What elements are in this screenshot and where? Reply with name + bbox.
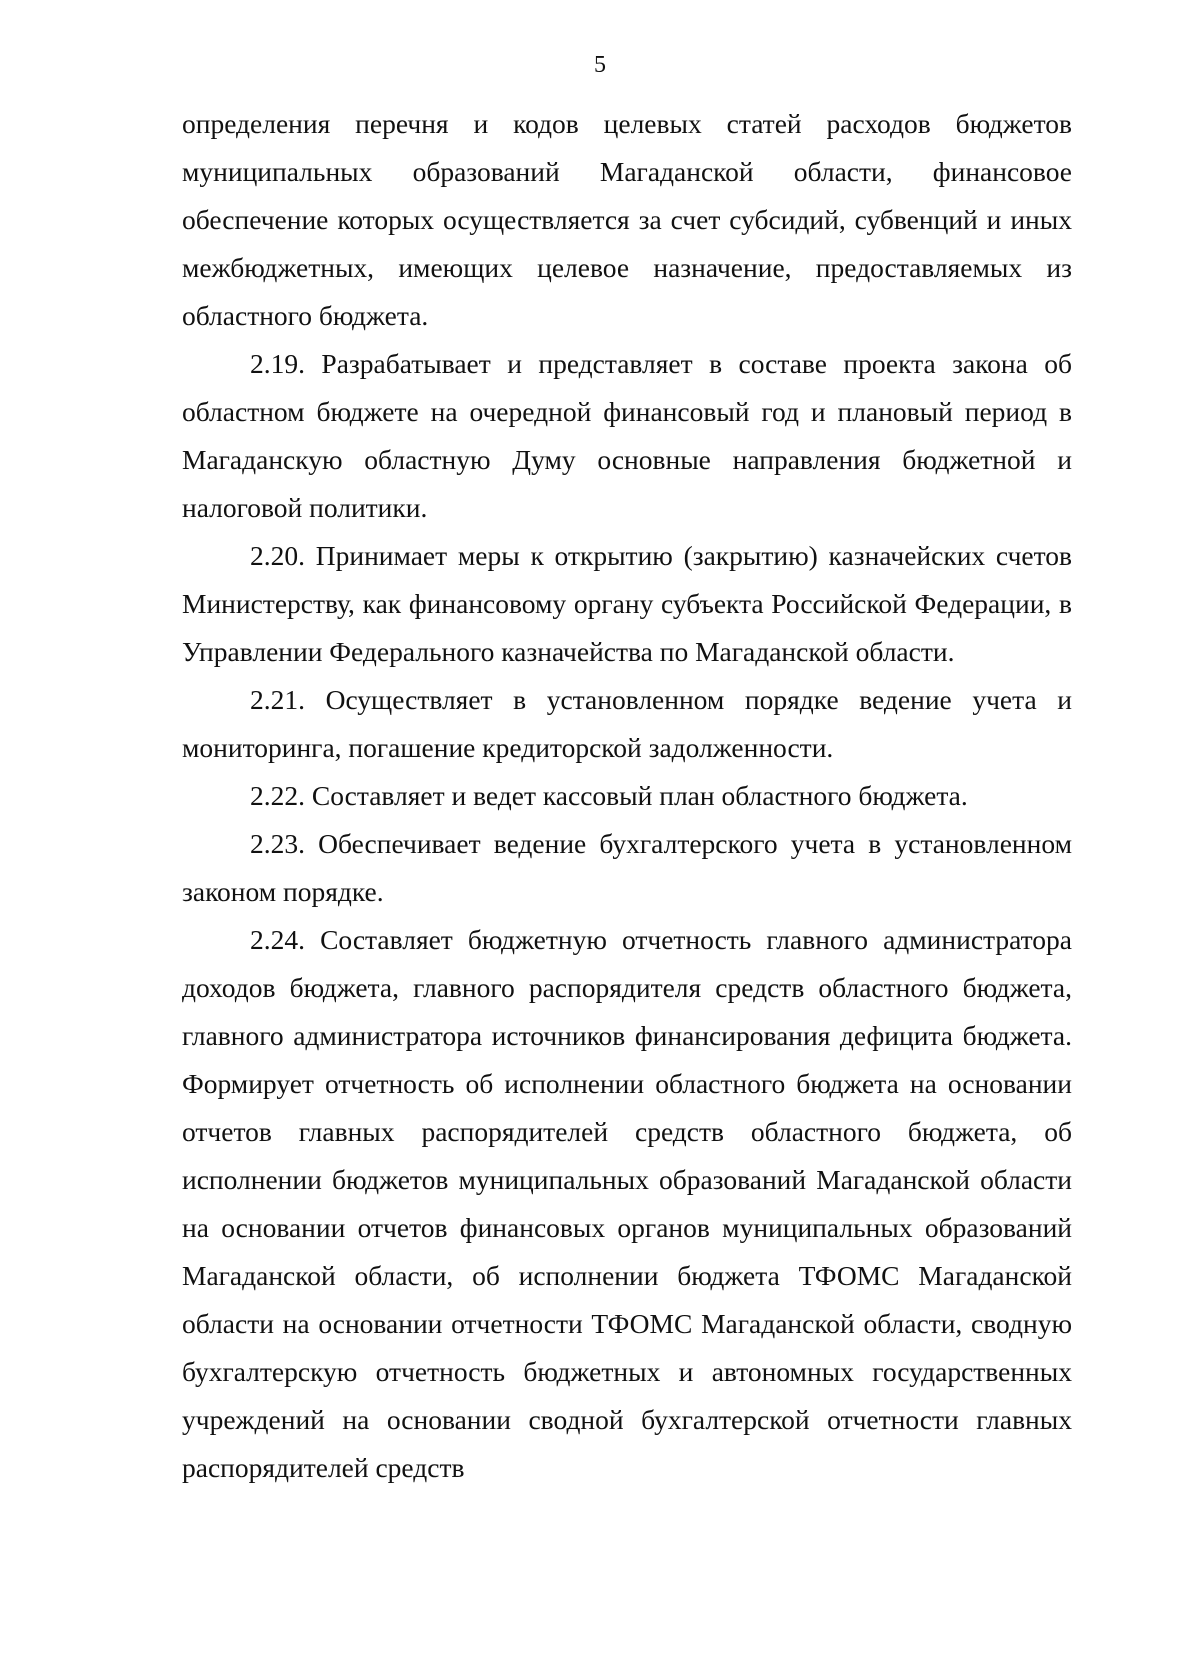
paragraph-continuation: определения перечня и кодов целевых статей расходов бюджетов муниципальных образований Магаданской области, финансовое обеспечение которых осуществляется за счет субсидий, субвенций и иных межбюджетных, имеющих целевое назначение, предоставляемых из областного бюджета. xyxy=(182,108,1072,331)
paragraph-2-19: 2.19. Разрабатывает и представляет в составе проекта закона об областном бюджете на очередной финансовый год и плановый период в Магаданскую областную Думу основные направления бюджетной и налоговой политики. xyxy=(182,348,1072,523)
paragraph-2-20: 2.20. Принимает меры к открытию (закрытию) казначейских счетов Министерству, как финансовому органу субъекта Российской Федерации, в Управлении Федерального казначейства по Магаданской области. xyxy=(182,540,1072,667)
document-body xyxy=(182,100,1072,1492)
paragraph-2-23: 2.23. Обеспечивает ведение бухгалтерского учета в установленном законом порядке. xyxy=(182,828,1072,907)
paragraph-2-21: 2.21. Осуществляет в установленном порядке ведение учета и мониторинга, погашение кредиторской задолженности. xyxy=(182,684,1072,763)
paragraph-2-24: 2.24. Составляет бюджетную отчетность главного администратора доходов бюджета, главного распорядителя средств областного бюджета, главного администратора источников финансирования дефицита бюджета. Формирует отчетность об исполнении областного бюджета на основании отчетов главных распорядителей средств областного бюджета, об исполнении бюджетов муниципальных образований Магаданской области на основании отчетов финансовых органов муниципальных образований Магаданской области, об исполнении бюджета ТФОМС Магаданской области на основании отчетности ТФОМС Магаданской области, сводную бухгалтерскую отчетность бюджетных и автономных государственных учреждений на основании сводной бухгалтерской отчетности главных распорядителей средств xyxy=(182,924,1072,1483)
page-number: 5 xyxy=(594,52,606,78)
paragraph-2-22: 2.22. Составляет и ведет кассовый план областного бюджета. xyxy=(250,780,968,811)
